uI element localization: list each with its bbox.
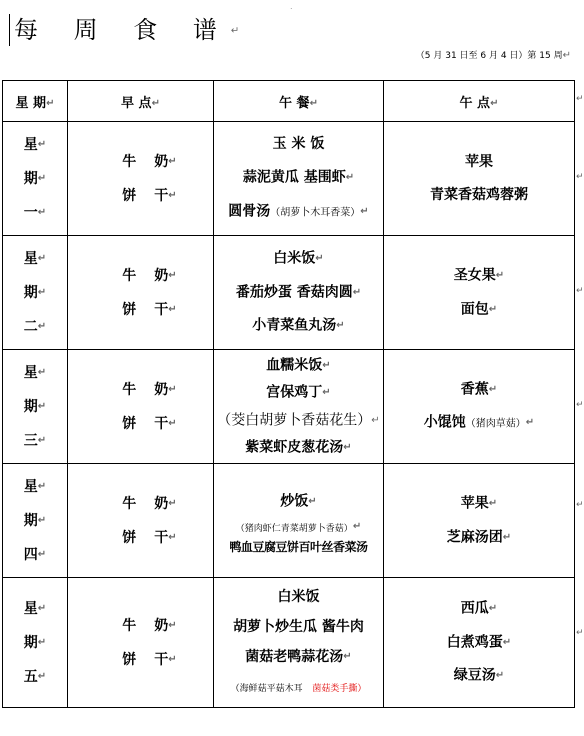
lunch-cell: 炒饭↵ （猪肉虾仁青菜胡萝卜香菇）↵ 鸭血豆腐豆饼百叶丝香菜汤 — [214, 464, 384, 578]
lunch-cell: 玉 米 饭 蒜泥黄瓜 基围虾↵ 圆骨汤（胡萝卜木耳香菜）↵ — [214, 122, 384, 236]
menu-table — [2, 80, 575, 708]
snack-cell: 圣女果↵ 面包↵ — [384, 236, 575, 350]
row-end-mark: ↵ — [576, 94, 584, 104]
lunch-cell: 白米饭 胡萝卜炒生瓜 酱牛肉 菌菇老鸭蒜花汤↵ （海鲜菇平菇木耳 菌菇类手撕） — [214, 578, 384, 708]
paragraph-mark-icon: ↵ — [230, 25, 240, 37]
day-cell: 星↵ 期↵ 三↵ — [3, 350, 68, 464]
snack-cell: 香蕉↵ 小馄饨（猪肉草菇）↵ — [384, 350, 575, 464]
column-header-breakfast: 早 点↵ — [68, 81, 214, 122]
column-header-lunch: 午 餐↵ — [214, 81, 384, 122]
column-header-day: 星 期↵ — [3, 81, 68, 122]
paragraph-mark-icon: ↵ — [562, 50, 571, 61]
table-row — [3, 122, 575, 236]
row-end-mark: ↵ — [576, 286, 584, 296]
breakfast-cell: 牛 奶↵ 饼 干↵ — [68, 464, 214, 578]
breakfast-cell: 牛 奶↵ 饼 干↵ — [68, 236, 214, 350]
text-cursor — [9, 14, 10, 46]
breakfast-cell: 牛 奶↵ 饼 干↵ — [68, 578, 214, 708]
date-range: （5 月 31 日至 6 月 4 日）第 15 周↵ — [415, 50, 571, 61]
day-cell: 星↵ 期↵ 一↵ — [3, 122, 68, 236]
page-title: 每 周 食 谱↵ — [14, 16, 240, 44]
lunch-cell: 血糯米饭↵ 宫保鸡丁↵ （茭白胡萝卜香菇花生）↵ 紫菜虾皮葱花汤↵ — [214, 350, 384, 464]
column-header-snack: 午 点↵ — [384, 81, 575, 122]
row-end-mark: ↵ — [576, 400, 584, 410]
breakfast-cell: 牛 奶↵ 饼 干↵ — [68, 350, 214, 464]
table-row — [3, 578, 575, 708]
day-cell: 星↵ 期↵ 二↵ — [3, 236, 68, 350]
row-end-mark: ↵ — [576, 500, 584, 510]
snack-cell: 苹果 青菜香菇鸡蓉粥 — [384, 122, 575, 236]
day-cell: 星↵ 期↵ 五↵ — [3, 578, 68, 708]
highlight-text: 菌菇类手撕） — [312, 683, 367, 694]
anchor-mark: . — [290, 2, 293, 11]
table-row — [3, 350, 575, 464]
table-row — [3, 464, 575, 578]
table-row — [3, 236, 575, 350]
row-end-mark: ↵ — [576, 172, 584, 182]
day-cell: 星↵ 期↵ 四↵ — [3, 464, 68, 578]
lunch-cell: 白米饭↵ 番茄炒蛋 香菇肉圆↵ 小青菜鱼丸汤↵ — [214, 236, 384, 350]
table-header-row — [3, 81, 575, 122]
row-end-mark: ↵ — [576, 628, 584, 638]
snack-cell: 苹果↵ 芝麻汤团↵ — [384, 464, 575, 578]
breakfast-cell: 牛 奶↵ 饼 干↵ — [68, 122, 214, 236]
snack-cell: 西瓜↵ 白煮鸡蛋↵ 绿豆汤↵ — [384, 578, 575, 708]
